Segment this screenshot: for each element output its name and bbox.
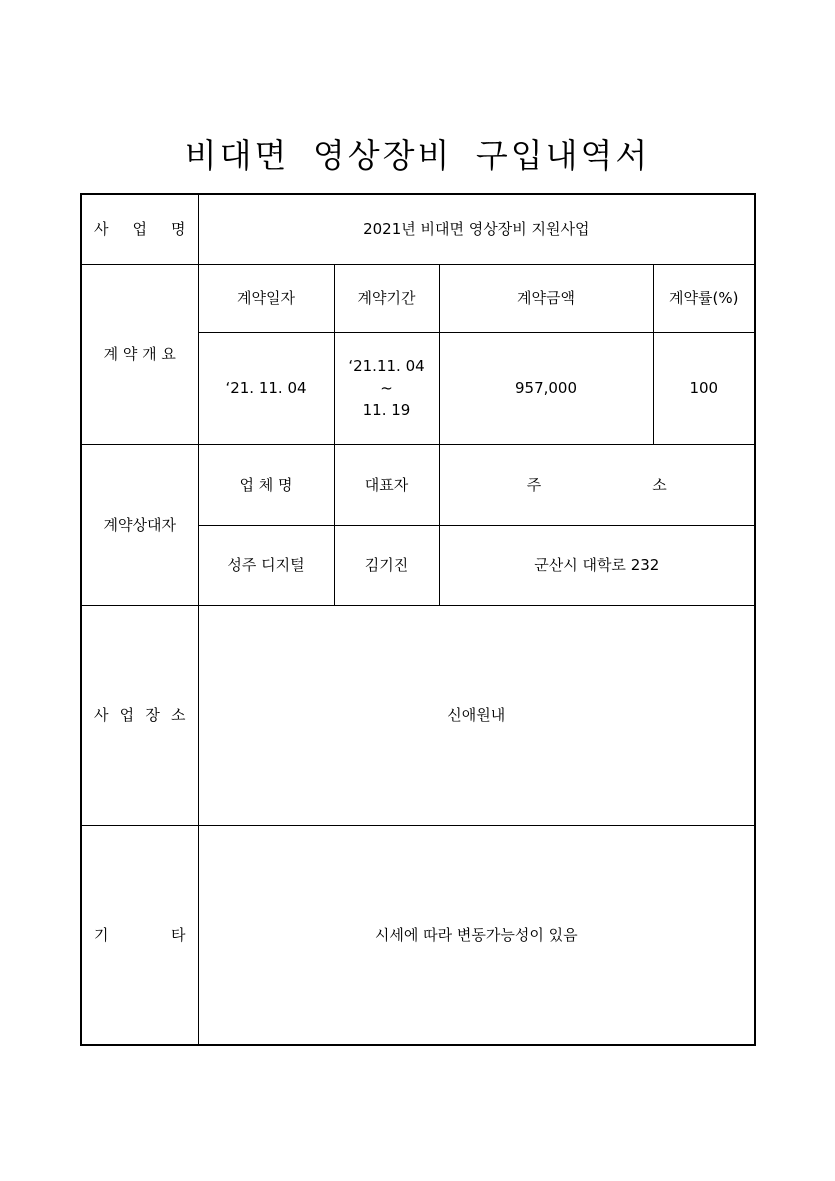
contract-label: 계 약 개 요 bbox=[81, 264, 198, 444]
contract-rate: 100 bbox=[653, 332, 755, 444]
company-name: 성주 디지털 bbox=[198, 525, 334, 605]
location-label: 사 업 장 소 bbox=[81, 605, 198, 825]
purchase-details-table bbox=[80, 193, 756, 1046]
contract-period-end: 11. 19 bbox=[362, 401, 411, 419]
contract-amount: 957,000 bbox=[439, 332, 653, 444]
contract-header-row bbox=[81, 264, 755, 332]
contract-rate-header: 계약률(%) bbox=[653, 264, 755, 332]
etc-label: 기 타 bbox=[81, 825, 198, 1045]
contract-date: ‘21. 11. 04 bbox=[198, 332, 334, 444]
contract-amount-header: 계약금액 bbox=[439, 264, 653, 332]
counterparty-label: 계약상대자 bbox=[81, 444, 198, 605]
contract-date-header: 계약일자 bbox=[198, 264, 334, 332]
ceo-name: 김기진 bbox=[334, 525, 439, 605]
project-label: 사 업 명 bbox=[81, 194, 198, 264]
etc-row bbox=[81, 825, 755, 1045]
company-header: 업 체 명 bbox=[198, 444, 334, 525]
project-value: 2021년 비대면 영상장비 지원사업 bbox=[198, 194, 755, 264]
contract-period bbox=[334, 332, 439, 444]
address-header: 주 소 bbox=[439, 444, 755, 525]
etc-value: 시세에 따라 변동가능성이 있음 bbox=[198, 825, 755, 1045]
document-title: 비대면 영상장비 구입내역서 bbox=[184, 136, 651, 175]
contract-period-header: 계약기간 bbox=[334, 264, 439, 332]
contract-period-start: ‘21.11. 04 bbox=[348, 357, 425, 375]
company-address: 군산시 대학로 232 bbox=[439, 525, 755, 605]
project-row bbox=[81, 194, 755, 264]
contract-period-separator: ~ bbox=[380, 379, 393, 397]
ceo-header: 대표자 bbox=[334, 444, 439, 525]
location-row bbox=[81, 605, 755, 825]
counterparty-header-row bbox=[81, 444, 755, 525]
location-value: 신애원내 bbox=[198, 605, 755, 825]
